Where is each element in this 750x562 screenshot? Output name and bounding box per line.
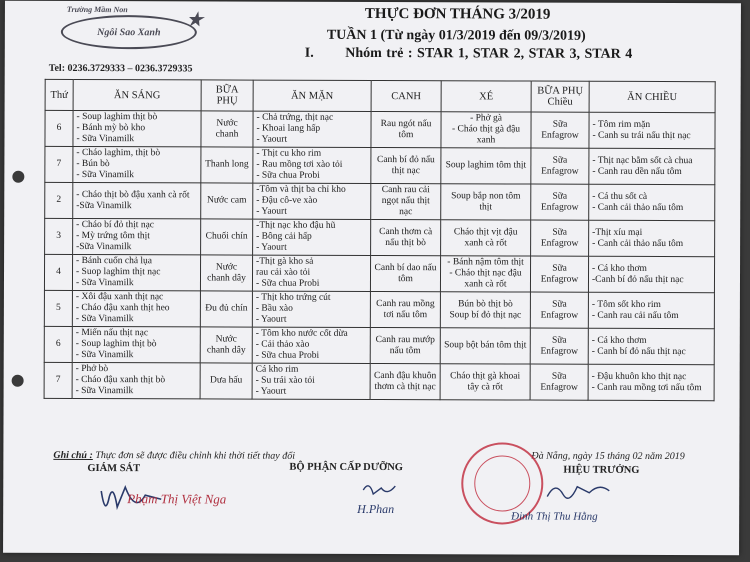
- afternoon-snack-cell: Sữa Enfagrow: [530, 256, 588, 292]
- table-header-row: [45, 79, 715, 112]
- dish-line: - Canh cải thảo nấu tôm: [592, 202, 684, 213]
- dish-line: - Bông cải hấp: [256, 231, 312, 242]
- dish-line: Soup bột bán tôm thịt: [444, 340, 527, 351]
- dish-line: - Cá thu sốt cà: [592, 191, 648, 202]
- table-row: [44, 362, 714, 400]
- dish-line: - Cá kho thơm: [591, 335, 647, 346]
- dish-line: - Thịt kho trứng cút: [255, 292, 331, 303]
- logo-name: Ngôi Sao Xanh: [97, 26, 161, 38]
- afternoon-snack-cell: Sữa Enfagrow: [530, 328, 588, 364]
- dish-line: - Cháo đậu xanh thịt heo: [75, 302, 170, 314]
- table-row: [44, 290, 714, 328]
- dish-line: - Canh cải thảo nấu tôm: [592, 238, 684, 249]
- afternoon-snack-cell: Sữa Enfagrow: [530, 292, 588, 328]
- dish-line: - Phở bò: [75, 363, 109, 375]
- dish-line: - Sữa chua Probi: [255, 278, 320, 289]
- noon-cell: [440, 364, 530, 400]
- dish-line: - Tôm sốt kho rim: [591, 299, 661, 310]
- day-cell: 6: [45, 110, 73, 146]
- supervisor-title: GIÁM SÁT: [87, 463, 141, 475]
- dish-line: Soup bắp non tôm thịt: [451, 190, 521, 212]
- day-cell: 5: [44, 290, 72, 326]
- supervisor-name: Phạm Thị Việt Nga: [127, 491, 227, 507]
- logo-small-text: Trường Mầm Non: [66, 4, 128, 15]
- dish-line: - Cháo đậu xanh thịt bò: [75, 374, 166, 386]
- dish-line: - Yaourt: [256, 242, 287, 253]
- dish-line: - Canh bí đỏ nấu thịt nạc: [591, 346, 686, 357]
- dish-line: - Cháo thịt nạc đậu xanh cà rốt: [449, 268, 522, 290]
- column-header: XÉ: [441, 81, 531, 112]
- soup-cell: Canh bí dao nấu tôm: [370, 255, 440, 291]
- afternoon-snack-cell: Sữa Enfagrow: [531, 220, 589, 256]
- column-header: CANH: [371, 80, 441, 111]
- dish-line: -Sữa Vinamilk: [76, 241, 132, 253]
- column-header: BỮA PHỤ Chiều: [531, 81, 589, 112]
- dish-line: - Đậu khuôn kho thịt nạc: [591, 371, 687, 382]
- main-dish-cell: [252, 327, 370, 363]
- day-cell: 6: [44, 326, 72, 362]
- breakfast-cell: [73, 218, 201, 254]
- dish-line: - Bánh nậm tôm thịt: [447, 257, 524, 268]
- table-row: [45, 110, 715, 148]
- afternoon-snack-cell: Sữa Enfagrow: [530, 364, 588, 400]
- dish-line: - Chả trứng, thịt nạc: [256, 112, 334, 123]
- afternoon-snack-cell: Sữa Enfagrow: [531, 184, 589, 220]
- dish-line: Cá kho rim: [255, 364, 299, 375]
- main-dish-cell: [253, 219, 371, 255]
- dinner-cell: [589, 184, 715, 220]
- day-cell: 7: [44, 362, 72, 398]
- breakfast-cell: [72, 326, 200, 362]
- dish-line: - Sữa Vinamilk: [75, 349, 134, 361]
- dish-line: - Mỳ trứng tôm thịt: [76, 230, 150, 242]
- column-header: Thứ: [45, 79, 73, 110]
- dish-line: - Suop laghim thịt nạc: [76, 266, 161, 278]
- dish-line: - Canh rau mồng tơi nấu tôm: [591, 382, 702, 393]
- snack-cell: Nước chanh dây: [200, 327, 252, 363]
- dish-line: - Soup laghim thịt bò: [75, 338, 157, 350]
- dish-line: - Yaourt: [255, 386, 287, 397]
- dish-line: - Cháo thịt gà đậu xanh: [451, 124, 521, 146]
- dish-line: - Rau mồng tơi xào tỏi: [256, 159, 343, 170]
- group-roman: I.: [304, 45, 314, 61]
- dish-line: - Cháo laghim, thịt bò: [76, 147, 161, 159]
- dish-line: - Sữa Vinamilk: [75, 277, 134, 289]
- binder-hole: [12, 171, 24, 183]
- menu-title: THỰC ĐƠN THÁNG 3/2019: [364, 5, 551, 23]
- afternoon-snack-cell: Sữa Enfagrow: [531, 112, 589, 148]
- breakfast-cell: [72, 254, 200, 290]
- column-header: BỮA PHỤ: [201, 80, 253, 111]
- main-dish-cell: [253, 183, 371, 219]
- sign-date: Đà Nẵng, ngày 15 tháng 02 năm 2019: [531, 450, 685, 463]
- snack-cell: Nước cam: [201, 183, 253, 219]
- main-dish-cell: [253, 147, 371, 183]
- soup-cell: Canh rau mướp nấu tôm: [370, 327, 440, 363]
- snack-cell: Đu đủ chín: [200, 291, 252, 327]
- dish-line: - Bún bò: [76, 158, 110, 170]
- dinner-cell: [589, 148, 715, 184]
- dish-line: - Canh su trái nấu thịt nạc: [592, 130, 691, 141]
- noon-cell: [440, 292, 530, 328]
- dish-line: - Phở gà: [470, 113, 503, 124]
- snack-cell: Nước chanh: [201, 111, 253, 147]
- dish-line: - Khoai lang hấp: [256, 123, 321, 134]
- dinner-cell: [589, 220, 715, 256]
- column-header: ĂN SÁNG: [73, 79, 201, 110]
- dinner-cell: [588, 256, 714, 292]
- dish-line: - Cháo thịt bò đậu xanh cà rốt: [76, 189, 190, 200]
- dish-line: -Thịt xíu mại: [592, 227, 643, 238]
- dish-line: - Đậu cô-ve xào: [256, 195, 318, 206]
- noon-cell: [441, 184, 531, 220]
- dish-line: - Canh rau dền nấu tôm: [592, 166, 682, 177]
- dish-line: - Su trái xào tỏi: [255, 375, 315, 386]
- day-cell: 3: [45, 218, 73, 254]
- note-text: Thực đơn sẽ được điều chỉnh khi thời tiết thay đổi: [95, 450, 296, 462]
- breakfast-cell: [72, 290, 200, 326]
- dish-line: -Tôm và thịt ba chỉ kho: [256, 184, 346, 195]
- dish-line: Bún bò thịt bò: [458, 298, 513, 309]
- soup-cell: Canh đậu khuôn thơm cà thịt nạc: [370, 363, 440, 399]
- snack-cell: Chuối chín: [201, 219, 253, 255]
- dish-line: - Miến nấu thịt nạc: [75, 327, 149, 339]
- dish-line: - Thịt nạc bằm sốt cà chua: [592, 155, 693, 166]
- noon-cell: [440, 328, 530, 364]
- dish-line: rau cải xào tỏi: [256, 267, 311, 278]
- dish-line: Cháo thịt vịt đậu xanh cà rốt: [453, 226, 518, 248]
- snack-cell: Thanh long: [201, 147, 253, 183]
- dish-line: - Soup laghim thịt bò: [76, 111, 158, 123]
- principal-name: Đinh Thị Thu Hằng: [511, 510, 598, 523]
- noon-cell: [441, 220, 531, 256]
- dish-line: -Canh bí đỏ nấu thịt nạc: [591, 274, 684, 285]
- group-line: [305, 46, 633, 63]
- main-dish-cell: [252, 291, 370, 327]
- breakfast-cell: [73, 146, 201, 182]
- soup-cell: Canh rau mồng tơi nấu tôm: [370, 291, 440, 327]
- table-row: [45, 146, 715, 184]
- dish-line: - Cá kho thơm: [592, 263, 647, 274]
- menu-table: [44, 79, 716, 401]
- dish-line: - Sữa Vinamilk: [76, 169, 135, 181]
- dish-line: - Cải thảo xào: [255, 339, 310, 350]
- dish-line: - Bánh mỳ bò kho: [76, 122, 146, 134]
- snack-cell: Dưa hấu: [200, 363, 252, 399]
- note-label: Ghi chú :: [53, 449, 93, 462]
- star-icon: ★: [186, 9, 203, 30]
- group-names: Nhóm trẻ : STAR 1, STAR 2, STAR 3, STAR 4: [345, 45, 633, 62]
- dish-line: - Tôm kho nước cốt dừa: [255, 328, 348, 339]
- day-cell: 4: [44, 254, 72, 290]
- dish-line: - Xôi đậu xanh thịt nạc: [75, 291, 164, 303]
- dish-line: - Yaourt: [256, 206, 287, 217]
- dish-line: -Thịt gà kho sả: [256, 256, 314, 267]
- noon-cell: [441, 112, 531, 148]
- dinner-cell: [589, 112, 715, 148]
- dish-line: -Thịt nạc kho đậu hũ: [256, 220, 336, 231]
- dish-line: Cháo thịt gà khoai tây cà rốt: [450, 370, 521, 392]
- day-cell: 2: [45, 182, 73, 218]
- soup-cell: Canh rau cải ngọt nấu thịt nạc: [371, 183, 441, 219]
- dish-line: - Sữa Vinamilk: [75, 313, 134, 325]
- dish-line: - Sữa chua Probi: [256, 170, 320, 181]
- snack-cell: Nước chanh dây: [200, 255, 252, 291]
- note: [53, 450, 295, 462]
- breakfast-cell: [73, 110, 201, 146]
- soup-cell: Canh thơm cà nấu thịt bò: [371, 219, 441, 255]
- dish-line: - Bánh cuốn chả lụa: [76, 255, 153, 267]
- table-row: [44, 254, 714, 292]
- phone-number: Tel: 0236.3729333 – 0236.3729335: [48, 62, 193, 75]
- column-header: ĂN CHIỀU: [589, 81, 715, 112]
- dish-line: - Tôm rim mặn: [592, 119, 651, 130]
- dish-line: - Canh rau cải nấu tôm: [591, 310, 679, 321]
- dish-line: Soup laghim tôm thịt: [445, 160, 527, 171]
- soup-cell: Canh bí đỏ nấu thịt nạc: [371, 147, 441, 183]
- dish-line: - Yaourt: [256, 134, 288, 145]
- dish-line: - Thịt cu kho rim: [256, 148, 322, 159]
- table-row: [45, 218, 715, 256]
- dish-line: - Yaourt: [255, 314, 287, 325]
- dinner-cell: [588, 292, 714, 328]
- soup-cell: Rau ngót nấu tôm: [371, 111, 441, 147]
- breakfast-cell: [73, 182, 201, 218]
- week-range: TUẦN 1 (Từ ngày 01/3/2019 đến 09/3/2019): [326, 27, 586, 44]
- dish-line: - Sữa chua Probi: [255, 350, 320, 361]
- dinner-cell: [588, 364, 714, 400]
- binder-hole: [12, 375, 24, 387]
- dinner-cell: [588, 328, 714, 364]
- main-dish-cell: [253, 111, 371, 147]
- noon-cell: [440, 256, 530, 292]
- main-dish-cell: [252, 363, 370, 399]
- kitchen-title: BỘ PHẬN CẤP DƯỠNG: [289, 461, 404, 474]
- principal-signature: [543, 479, 623, 509]
- dish-line: -Sữa Vinamilk: [76, 200, 132, 211]
- afternoon-snack-cell: Sữa Enfagrow: [531, 148, 589, 184]
- dish-line: Soup bí đỏ thịt nạc: [449, 309, 522, 321]
- noon-cell: [441, 148, 531, 184]
- day-cell: 7: [45, 146, 73, 182]
- table-row: [44, 326, 714, 364]
- menu-paper: [3, 1, 741, 556]
- dish-line: - Sữa Vinamilk: [75, 385, 134, 397]
- main-dish-cell: [252, 255, 370, 291]
- dish-line: - Bầu xào: [255, 303, 293, 314]
- dish-line: - Cháo bí đỏ thịt nạc: [76, 219, 155, 231]
- principal-title: HIỆU TRƯỞNG: [563, 464, 640, 476]
- kitchen-sign-name: H.Phan: [357, 501, 395, 517]
- table-row: [45, 182, 715, 220]
- column-header: ĂN MẶN: [253, 80, 371, 111]
- breakfast-cell: [72, 362, 200, 398]
- dish-line: - Sữa Vinamilk: [76, 133, 135, 145]
- school-logo: [61, 4, 203, 49]
